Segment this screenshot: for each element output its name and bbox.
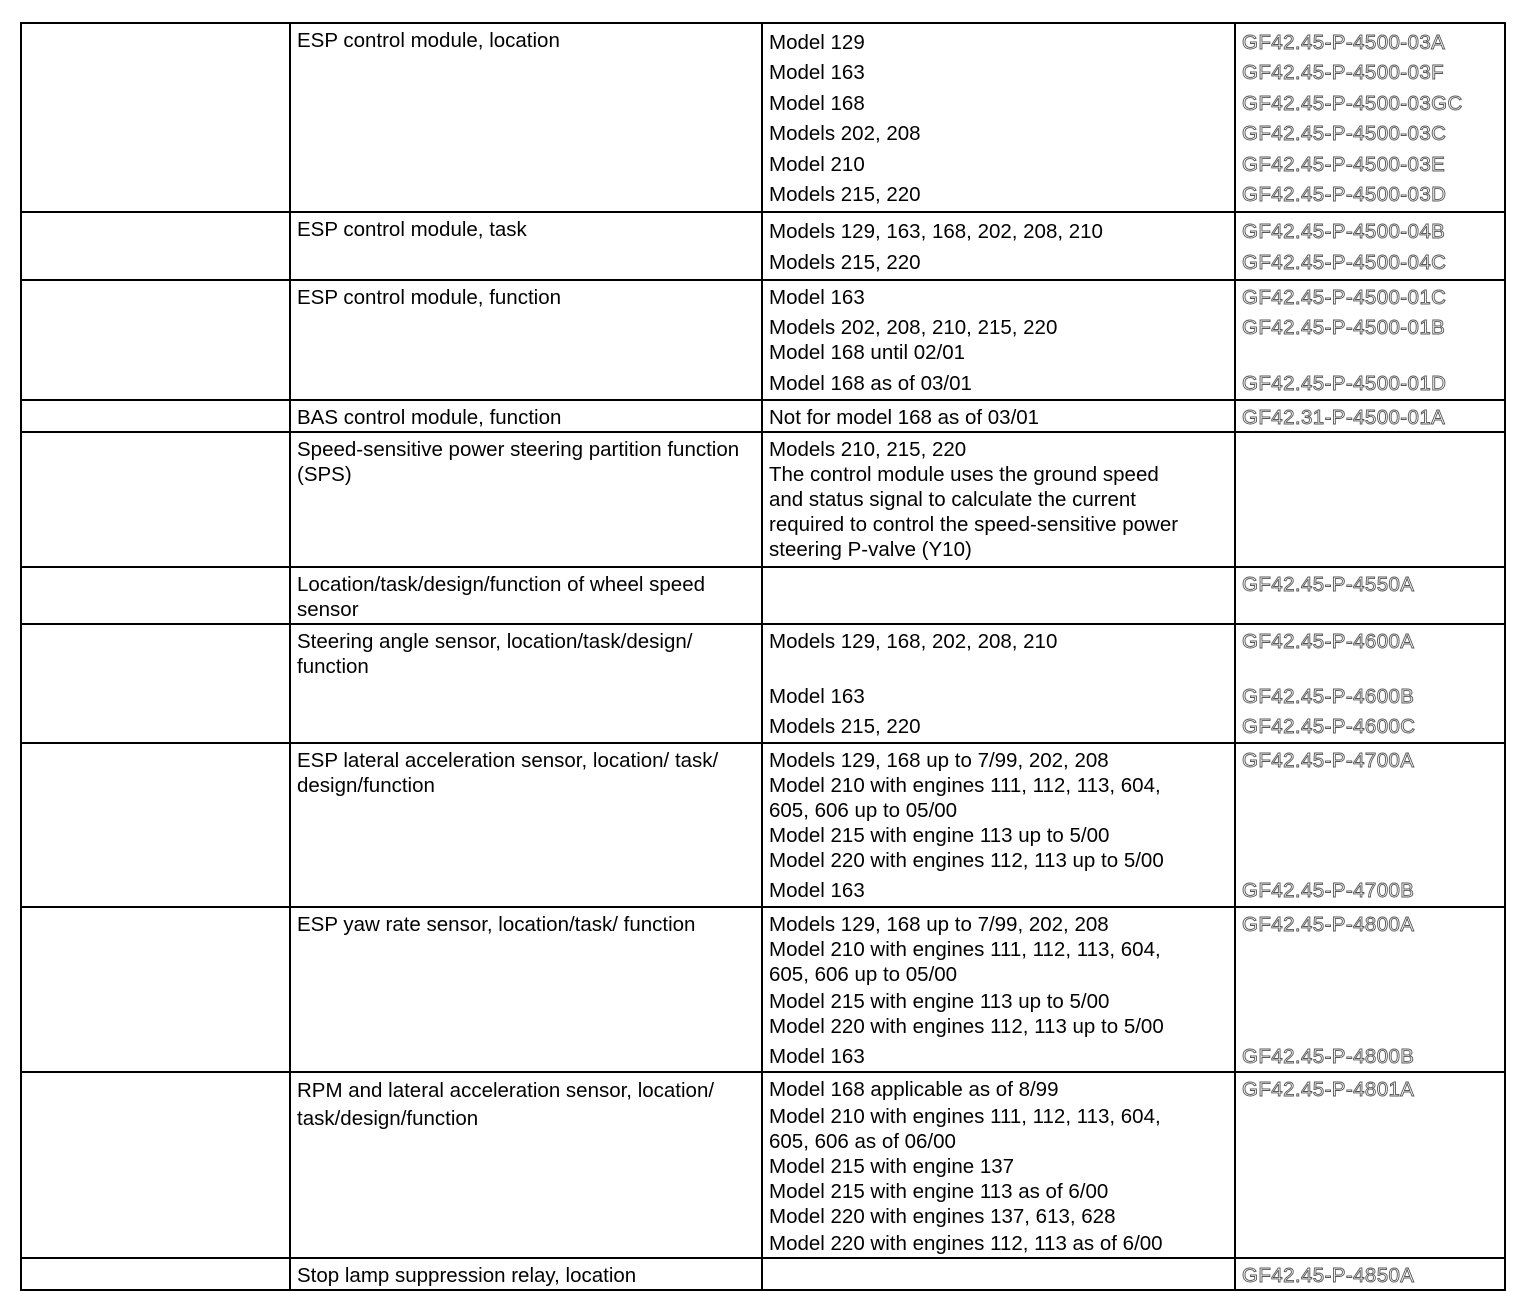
table-row [21,1072,1505,1258]
reference-table [20,22,1506,1291]
component-cell: ESP control module, function [290,280,762,400]
blank-cell [21,567,290,624]
blank-cell [21,743,290,907]
models-cell: Model 163 Models 202, 208, 210, 215, 220 Model 168 until 02/01 Model 168 as of 03/01 [762,280,1235,400]
reference-link[interactable]: GF42.45-P-4800B [1242,1045,1415,1069]
blank-cell [21,907,290,1072]
reference-link[interactable]: GF42.45-P-4500-03GC [1242,91,1463,115]
component-cell: Speed-sensitive power steering partition function (SPS) [290,432,762,567]
reference-cell [1235,212,1505,280]
reference-link[interactable]: GF42.45-P-4600B [1242,685,1415,709]
reference-link[interactable]: GF42.45-P-4600C [1242,715,1416,739]
blank-cell [21,23,290,212]
table-row [21,212,1505,280]
component-cell: Location/task/design/function of wheel speed sensor [290,567,762,624]
reference-link[interactable]: GF42.31-P-4500-01A [1242,406,1446,430]
table-row [21,567,1505,624]
reference-link[interactable]: GF42.45-P-4500-04B [1242,220,1446,244]
reference-link[interactable]: GF42.45-P-4500-01D [1242,372,1447,396]
reference-cell [1235,624,1505,743]
reference-link[interactable]: GF42.45-P-4500-01C [1242,286,1447,310]
models-cell [762,1258,1235,1290]
reference-link[interactable]: GF42.45-P-4500-03C [1242,122,1447,146]
table-row [21,23,1505,212]
component-cell: ESP lateral acceleration sensor, location/ task/ design/function [290,743,762,907]
component-cell: BAS control module, function [290,400,762,432]
component-cell: RPM and lateral acceleration sensor, location/ task/design/function [290,1072,762,1258]
table-row [21,400,1505,432]
table-row [21,432,1505,567]
models-cell: Models 129, 168 up to 7/99, 202, 208 Model 210 with engines 111, 112, 113, 604, 605, 606 up to 05/00 Model 215 with engine 113 up to 5/00 Model 220 with engines 112, 113 up to 5/00 Model 163 [762,907,1235,1072]
component-cell: ESP yaw rate sensor, location/task/ function [290,907,762,1072]
reference-link[interactable]: GF42.45-P-4500-03A [1242,31,1446,54]
models-cell: Models 129, 163, 168, 202, 208, 210 Models 215, 220 [762,212,1235,280]
reference-cell [1235,743,1505,907]
reference-link[interactable]: GF42.45-P-4550A [1242,573,1415,597]
table-row [21,624,1505,743]
reference-cell [1235,1072,1505,1258]
table-row [21,1258,1505,1290]
blank-cell [21,400,290,432]
blank-cell [21,1258,290,1290]
component-cell: Steering angle sensor, location/task/design/ function [290,624,762,743]
blank-cell [21,212,290,280]
blank-cell [21,624,290,743]
reference-cell [1235,400,1505,432]
blank-cell [21,432,290,567]
reference-cell [1235,1258,1505,1290]
models-cell: Models 129, 168 up to 7/99, 202, 208 Model 210 with engines 111, 112, 113, 604, 605, 606 up to 05/00 Model 215 with engine 113 up to 5/00 Model 220 with engines 112, 113 up to 5/00 Model 163 [762,743,1235,907]
component-cell: ESP control module, task [290,212,762,280]
reference-cell [1235,907,1505,1072]
reference-cell [1235,280,1505,400]
reference-link[interactable]: GF42.45-P-4500-03D [1242,183,1447,207]
models-cell: Model 168 applicable as of 8/99 Model 210 with engines 111, 112, 113, 604, 605, 606 as of 06/00 Model 215 with engine 137 Model 215 with engine 113 as of 6/00 Model 220 with engines 137, 613, 628 Model 220 with engines 112, 113 as of 6/00 [762,1072,1235,1258]
models-cell: Models 129, 168, 202, 208, 210 Model 163 Models 215, 220 [762,624,1235,743]
reference-link[interactable]: GF42.45-P-4700B [1242,879,1415,903]
reference-link[interactable]: GF42.45-P-4801A [1242,1078,1415,1102]
reference-cell [1235,23,1505,212]
models-cell [762,567,1235,624]
reference-link[interactable]: GF42.45-P-4850A [1242,1264,1415,1288]
reference-cell [1235,567,1505,624]
component-cell: ESP control module, location [290,23,762,212]
table-row [21,743,1505,907]
models-cell: Not for model 168 as of 03/01 [762,400,1235,432]
component-cell: Stop lamp suppression relay, location [290,1258,762,1290]
reference-link[interactable]: GF42.45-P-4800A [1242,913,1415,937]
blank-cell [21,1072,290,1258]
reference-link[interactable]: GF42.45-P-4500-04C [1242,250,1447,274]
table-row [21,280,1505,400]
blank-cell [21,280,290,400]
reference-cell [1235,432,1505,567]
models-cell: Model 129 Model 163 Model 168 Models 202, 208 Model 210 Models 215, 220 [762,23,1235,212]
table-row [21,907,1505,1072]
reference-link[interactable]: GF42.45-P-4500-03F [1242,61,1445,85]
models-cell: Models 210, 215, 220 The control module uses the ground speed and status signal to calculate the current required to control the speed-sensitive power steering P-valve (Y10) [762,432,1235,567]
reference-link[interactable]: GF42.45-P-4500-03E [1242,152,1446,176]
reference-link[interactable]: GF42.45-P-4600A [1242,630,1415,654]
reference-link[interactable]: GF42.45-P-4700A [1242,749,1415,773]
reference-link[interactable]: GF42.45-P-4500-01B [1242,316,1446,340]
